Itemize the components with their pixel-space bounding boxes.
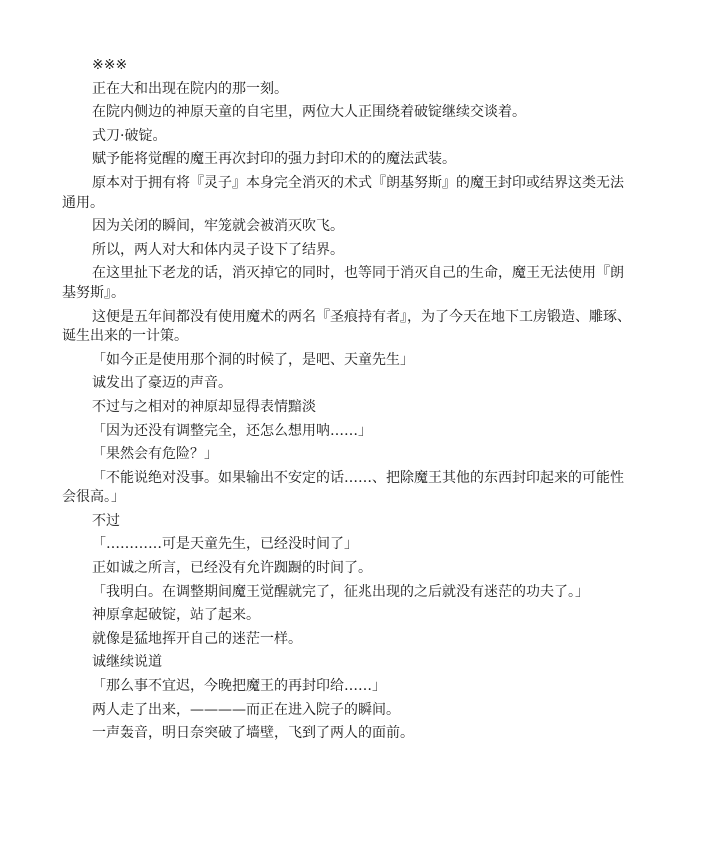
paragraph: 神原拿起破锭，站了起来。 <box>92 607 260 624</box>
dialogue-line: 「不能说绝对没事。如果输出不安定的话……、把除魔王其他的东西封印起来的可能性会很高。」 <box>62 469 624 506</box>
dialogue-line: 「果然会有危险？」 <box>92 446 218 463</box>
paragraph: 原本对于拥有将『灵子』本身完全消灭的术式『朗基努斯』的魔王封印或结界这类无法通用。 <box>62 174 624 211</box>
dialogue-line: 「如今正是使用那个洞的时候了，是吧、天童先生」 <box>92 351 414 368</box>
paragraph: 赋予能将觉醒的魔王再次封印的强力封印术的的魔法武装。 <box>92 151 456 168</box>
paragraph: 诚继续说道 <box>92 654 162 671</box>
dialogue-line: 「因为还没有调整完全，还怎么想用呐……」 <box>92 422 372 439</box>
paragraph: 就像是猛地挥开自己的迷茫一样。 <box>92 630 302 647</box>
dialogue-line: 「…………可是天童先生，已经没时间了」 <box>92 536 358 553</box>
paragraph: 一声轰音，明日奈突破了墙壁，飞到了两人的面前。 <box>92 725 414 742</box>
paragraph: 在院内侧边的神原天童的自宅里，两位大人正围绕着破锭继续交谈着。 <box>92 104 526 121</box>
dialogue-line: 「我明白。在调整期间魔王觉醒就完了，征兆出现的之后就没有迷茫的功夫了。」 <box>92 583 589 600</box>
paragraph: 这便是五年间都没有使用魔术的两名『圣痕持有者』，为了今天在地下工房锻造、雕琢、诞生出来的一计策。 <box>62 308 631 345</box>
paragraph: 两人走了出来，————而正在进入院子的瞬间。 <box>92 701 400 718</box>
paragraph: 不过 <box>92 512 120 529</box>
paragraph: 正如诚之所言，已经没有允许踟蹰的时间了。 <box>92 560 372 577</box>
dialogue-line: 「那么事不宜迟，今晚把魔王的再封印给……」 <box>92 678 386 695</box>
paragraph: 不过与之相对的神原却显得表情黯淡 <box>92 398 316 415</box>
paragraph: 诚发出了豪迈的声音。 <box>92 375 232 392</box>
paragraph: 正在大和出现在院内的那一刻。 <box>92 80 288 97</box>
paragraph: 所以，两人对大和体内灵子设下了结界。 <box>92 241 344 258</box>
paragraph: 在这里扯下老龙的话，消灭掉它的同时，也等同于消灭自己的生命，魔王无法使用『朗基努斯』。 <box>62 265 624 301</box>
paragraph: 因为关闭的瞬间，牢笼就会被消灭吹飞。 <box>92 218 344 235</box>
document-body <box>62 56 636 748</box>
scene-break: ※※※ <box>92 57 128 73</box>
paragraph: 式刀·破锭。 <box>92 127 167 144</box>
